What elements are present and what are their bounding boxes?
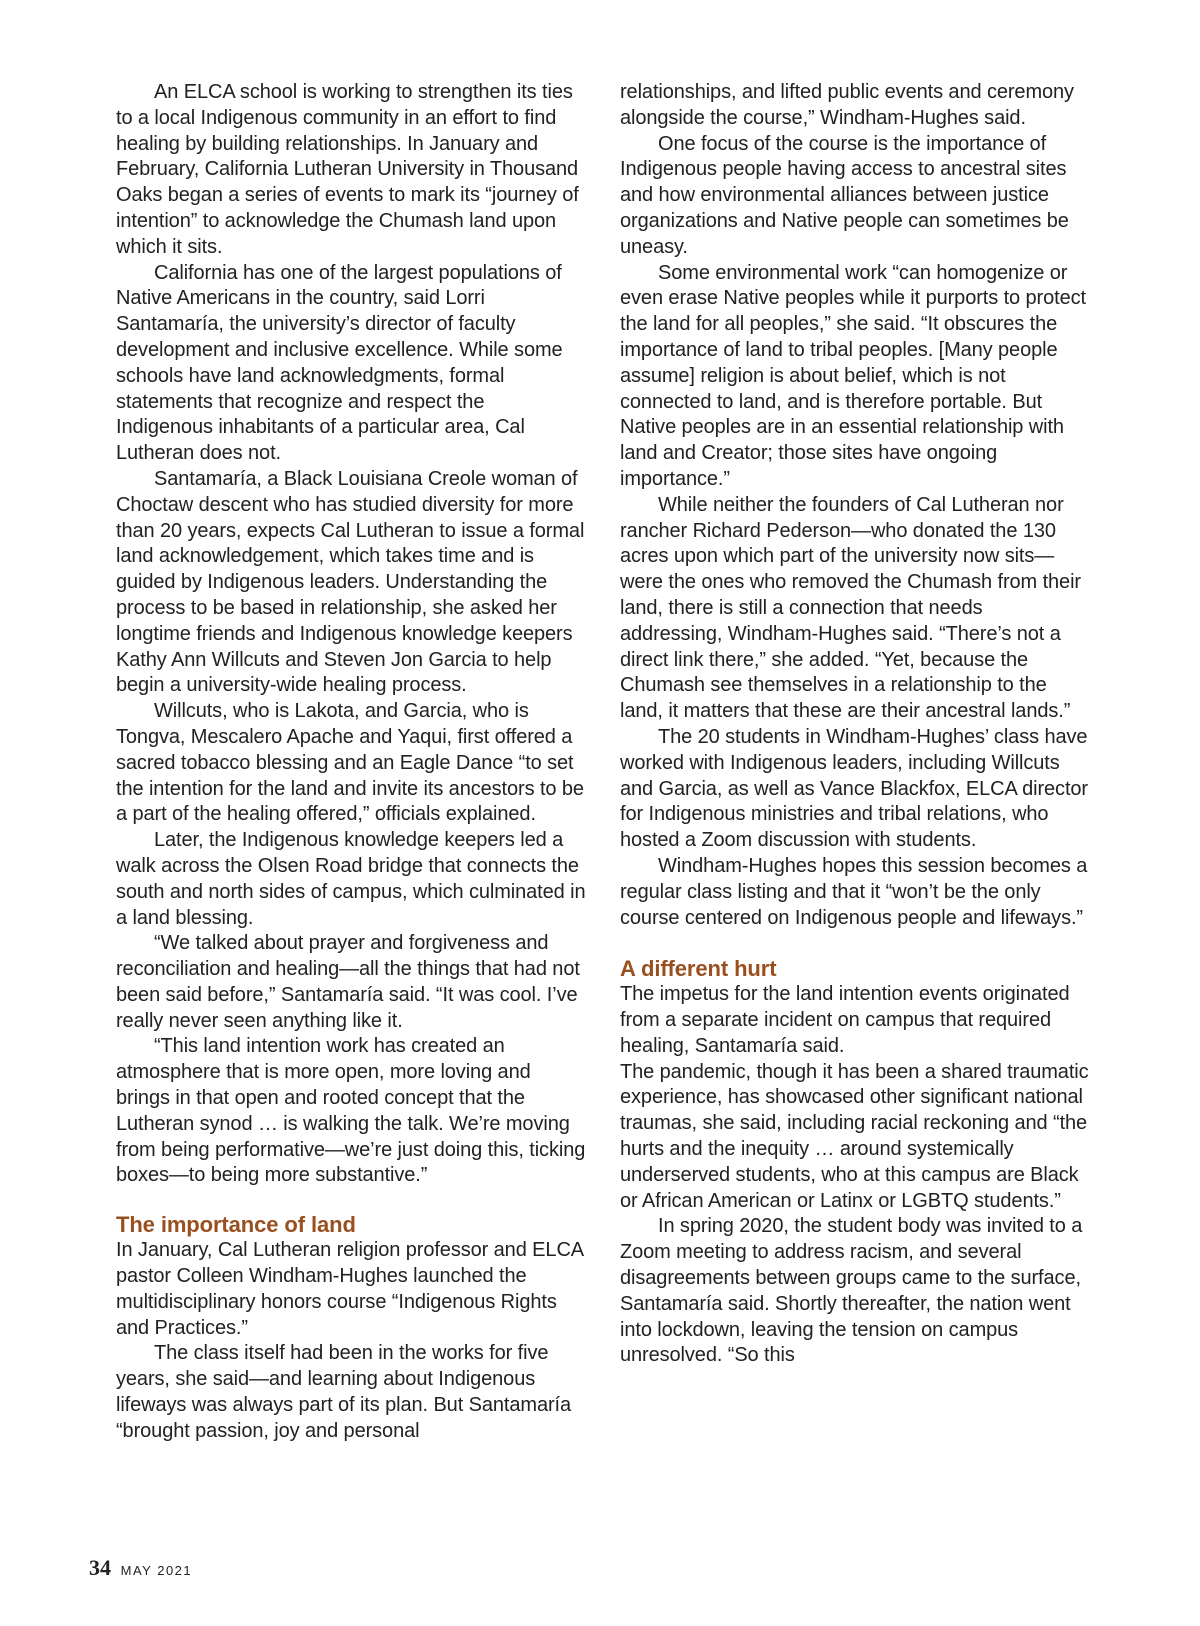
paragraph: In spring 2020, the student body was invited to a Zoom meeting to address racism, and several disagreements between groups came to the surface, Santamaría said. Shortly thereafter, the nation went into lockdown, leaving the tension on campus unresolved. “So this <box>620 1215 1083 1367</box>
paragraph: One focus of the course is the importance of Indigenous people having access to ancestral sites and how environmental alliances between justice organizations and Native people can sometimes be uneasy. <box>620 132 1069 258</box>
page-footer <box>89 1555 192 1581</box>
paragraph: The 20 students in Windham-Hughes’ class have worked with Indigenous leaders, including Willcuts and Garcia, as well as Vance Blackfox, ELCA director for Indigenous ministries and tribal relations, who hosted a Zoom discussion with students. <box>620 725 1088 852</box>
section-heading: A different hurt <box>620 956 777 982</box>
paragraph: “We talked about prayer and forgiveness and reconciliation and healing—all the things that had not been said before,” Santamaría said. “It was cool. I’ve really never seen anything like it. <box>116 932 580 1032</box>
paragraph: Santamaría, a Black Louisiana Creole woman of Choctaw descent who has studied diversity for more than 20 years, expects Cal Lutheran to issue a formal land acknowledgement, which takes time and is guided by Indigenous leaders. Understanding the process to be based in relationship, she asked her longtime friends and Indigenous knowledge keepers Kathy Ann Willcuts and Steven Jon Garcia to help begin a university-wide healing process. <box>116 467 585 697</box>
paragraph: Windham-Hughes hopes this session becomes a regular class listing and that it “won’t be the only course centered on Indigenous people and lifeways.” <box>620 854 1088 929</box>
left-column <box>116 80 586 1445</box>
paragraph: California has one of the largest populations of Native Americans in the country, said Lorri Santamaría, the university’s director of faculty development and inclusive excellence. While some schools have land acknowledgments, formal statements that recognize and respect the Indigenous inhabitants of a particular area, Cal Lutheran does not. <box>116 261 563 465</box>
paragraph: Willcuts, who is Lakota, and Garcia, who is Tongva, Mescalero Apache and Yaqui, first offered a sacred tobacco blessing and an Eagle Dance “to set the intention for the land and invite its ancestors to be a part of the healing offered,” officials explained. <box>116 700 584 826</box>
page-number: 34 <box>89 1555 111 1580</box>
paragraph: “This land intention work has created an atmosphere that is more open, more loving and brings in that open and rooted concept that the Lutheran synod … is walking the talk. We’re moving from being performative—we’re just doing this, ticking boxes—to being more substantive.” <box>116 1035 586 1187</box>
paragraph: While neither the founders of Cal Lutheran nor rancher Richard Pederson—who donated the 130 acres upon which part of the university now sits—were the ones who removed the Chumash from their land, there is still a connection that needs addressing, Windham-Hughes said. “There’s not a direct link there,” she added. “Yet, because the Chumash see themselves in a relationship to the land, it matters that these are their ancestral lands.” <box>620 493 1081 723</box>
paragraph: In January, Cal Lutheran religion professor and ELCA pastor Colleen Windham-Hughes launched the multidisciplinary honors course “Indigenous Rights and Practices.” <box>116 1239 583 1339</box>
paragraph: The pandemic, though it has been a shared traumatic experience, has showcased other significant national traumas, she said, including racial reckoning and “the hurts and the inequity … around systemically underserved students, who at this campus are Black or African American or Latinx or LGBTQ students.” <box>620 1060 1089 1212</box>
right-column <box>620 80 1090 1369</box>
paragraph: relationships, and lifted public events and ceremony alongside the course,” Windham-Hughes said. <box>620 81 1074 129</box>
paragraph: An ELCA school is working to strengthen its ties to a local Indigenous community in an effort to find healing by building relationships. In January and February, California Lutheran University in Thousand Oaks began a series of events to mark its “journey of intention” to acknowledge the Chumash land upon which it sits. <box>116 81 579 258</box>
issue-date: MAY 2021 <box>120 1563 193 1578</box>
section-heading: The importance of land <box>116 1212 356 1238</box>
paragraph: Some environmental work “can homogenize or even erase Native peoples while it purports to protect the land for all peoples,” she said. “It obscures the importance of land to tribal peoples. [Many people assume] religion is about belief, which is not connected to land, and is therefore portable. But Native peoples are in an essential relationship with land and Creator; those sites have ongoing importance.” <box>620 261 1086 490</box>
paragraph: The impetus for the land intention events originated from a separate incident on campus that required healing, Santamaría said. <box>620 983 1070 1057</box>
paragraph: The class itself had been in the works for five years, she said—and learning about Indigenous lifeways was always part of its plan. But Santamaría “brought passion, joy and personal <box>116 1342 572 1442</box>
paragraph: Later, the Indigenous knowledge keepers led a walk across the Olsen Road bridge that connects the south and north sides of campus, which culminated in a land blessing. <box>116 829 586 929</box>
